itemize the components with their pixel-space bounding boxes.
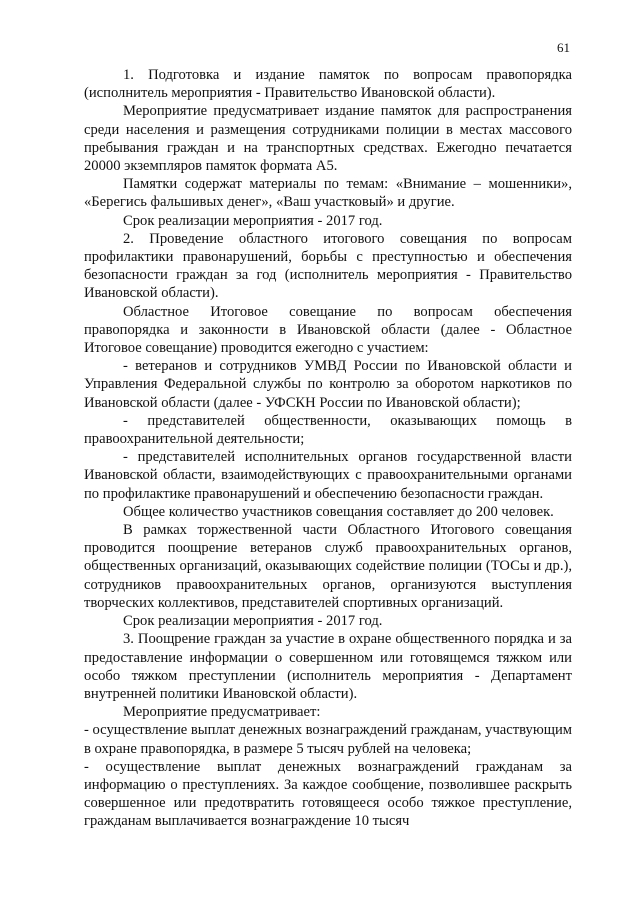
page-number: 61 — [557, 40, 570, 55]
paragraph: 1. Подготовка и издание памяток по вопросам правопорядка (исполнитель мероприятия - Правительство Ивановской области). — [84, 67, 572, 102]
list-item: - представителей исполнительных органов государственной власти Ивановской области, взаимодействующих с правоохранительными органами по профилактике правонарушений и обеспечению безопасности граждан. — [84, 449, 572, 502]
document-body — [84, 66, 572, 831]
list-item: - осуществление выплат денежных вознаграждений гражданам, участвующим в охране правопорядка, в размере 5 тысяч рублей на человека; — [84, 722, 573, 757]
paragraph: Областное Итоговое совещание по вопросам обеспечения правопорядка и законности в Ивановской области (далее - Областное Итоговое совещание) проводится ежегодно с участием: — [84, 303, 572, 357]
list-item: - осуществление выплат денежных вознаграждений гражданам за информацию о преступлениях. За каждое сообщение, позволившее раскрыть совершенное или предотвратить готовящееся особо тяжкое преступление, гражданам выплачивается вознаграждение 10 тысяч — [84, 758, 572, 830]
paragraph: Мероприятие предусматривает издание памяток для распространения среди населения и размещения сотрудниками полиции в местах массового пребывания граждан и на транспортных средствах. Ежегодно печатается 20000 экземпляров памяток формата А5. — [84, 103, 572, 175]
paragraph: Мероприятие предусматривает: — [123, 704, 321, 721]
paragraph: Общее количество участников совещания составляет до 200 человек. — [123, 503, 554, 520]
paragraph: Срок реализации мероприятия - 2017 год. — [123, 212, 383, 229]
list-item: - представителей общественности, оказывающих помощь в правоохранительной деятельности; — [84, 412, 572, 448]
paragraph: Памятки содержат материалы по темам: «Внимание – мошенники», «Берегись фальшивых денег», «Ваш участковый» и другие. — [84, 176, 572, 211]
paragraph: 3. Поощрение граждан за участие в охране общественного порядка и за предоставление информации о совершенном или готовящемся тяжком или особо тяжком преступлении (исполнитель мероприятия - Департамент внутренней политики Ивановской области). — [84, 631, 572, 702]
list-item: - ветеранов и сотрудников УМВД России по Ивановской области и Управления Федеральной службы по контролю за оборотом наркотиков по Ивановской области (далее - УФСКН России по Ивановской области); — [84, 358, 572, 411]
paragraph: Срок реализации мероприятия - 2017 год. — [123, 613, 383, 630]
paragraph: 2. Проведение областного итогового совещания по вопросам профилактики правонарушений, борьбы с преступностью и обеспечения безопасности граждан за год (исполнитель мероприятия - Правительство Ивановской области). — [84, 230, 572, 302]
paragraph: В рамках торжественной части Областного Итогового совещания проводится поощрение ветеранов служб правоохранительных органов, общественных организаций, оказывающих содействие полиции (ТОСы и др.), сотрудников правоохранительных органов, организуются выступления творческих коллективов, представителей спортивных организаций. — [84, 522, 572, 611]
